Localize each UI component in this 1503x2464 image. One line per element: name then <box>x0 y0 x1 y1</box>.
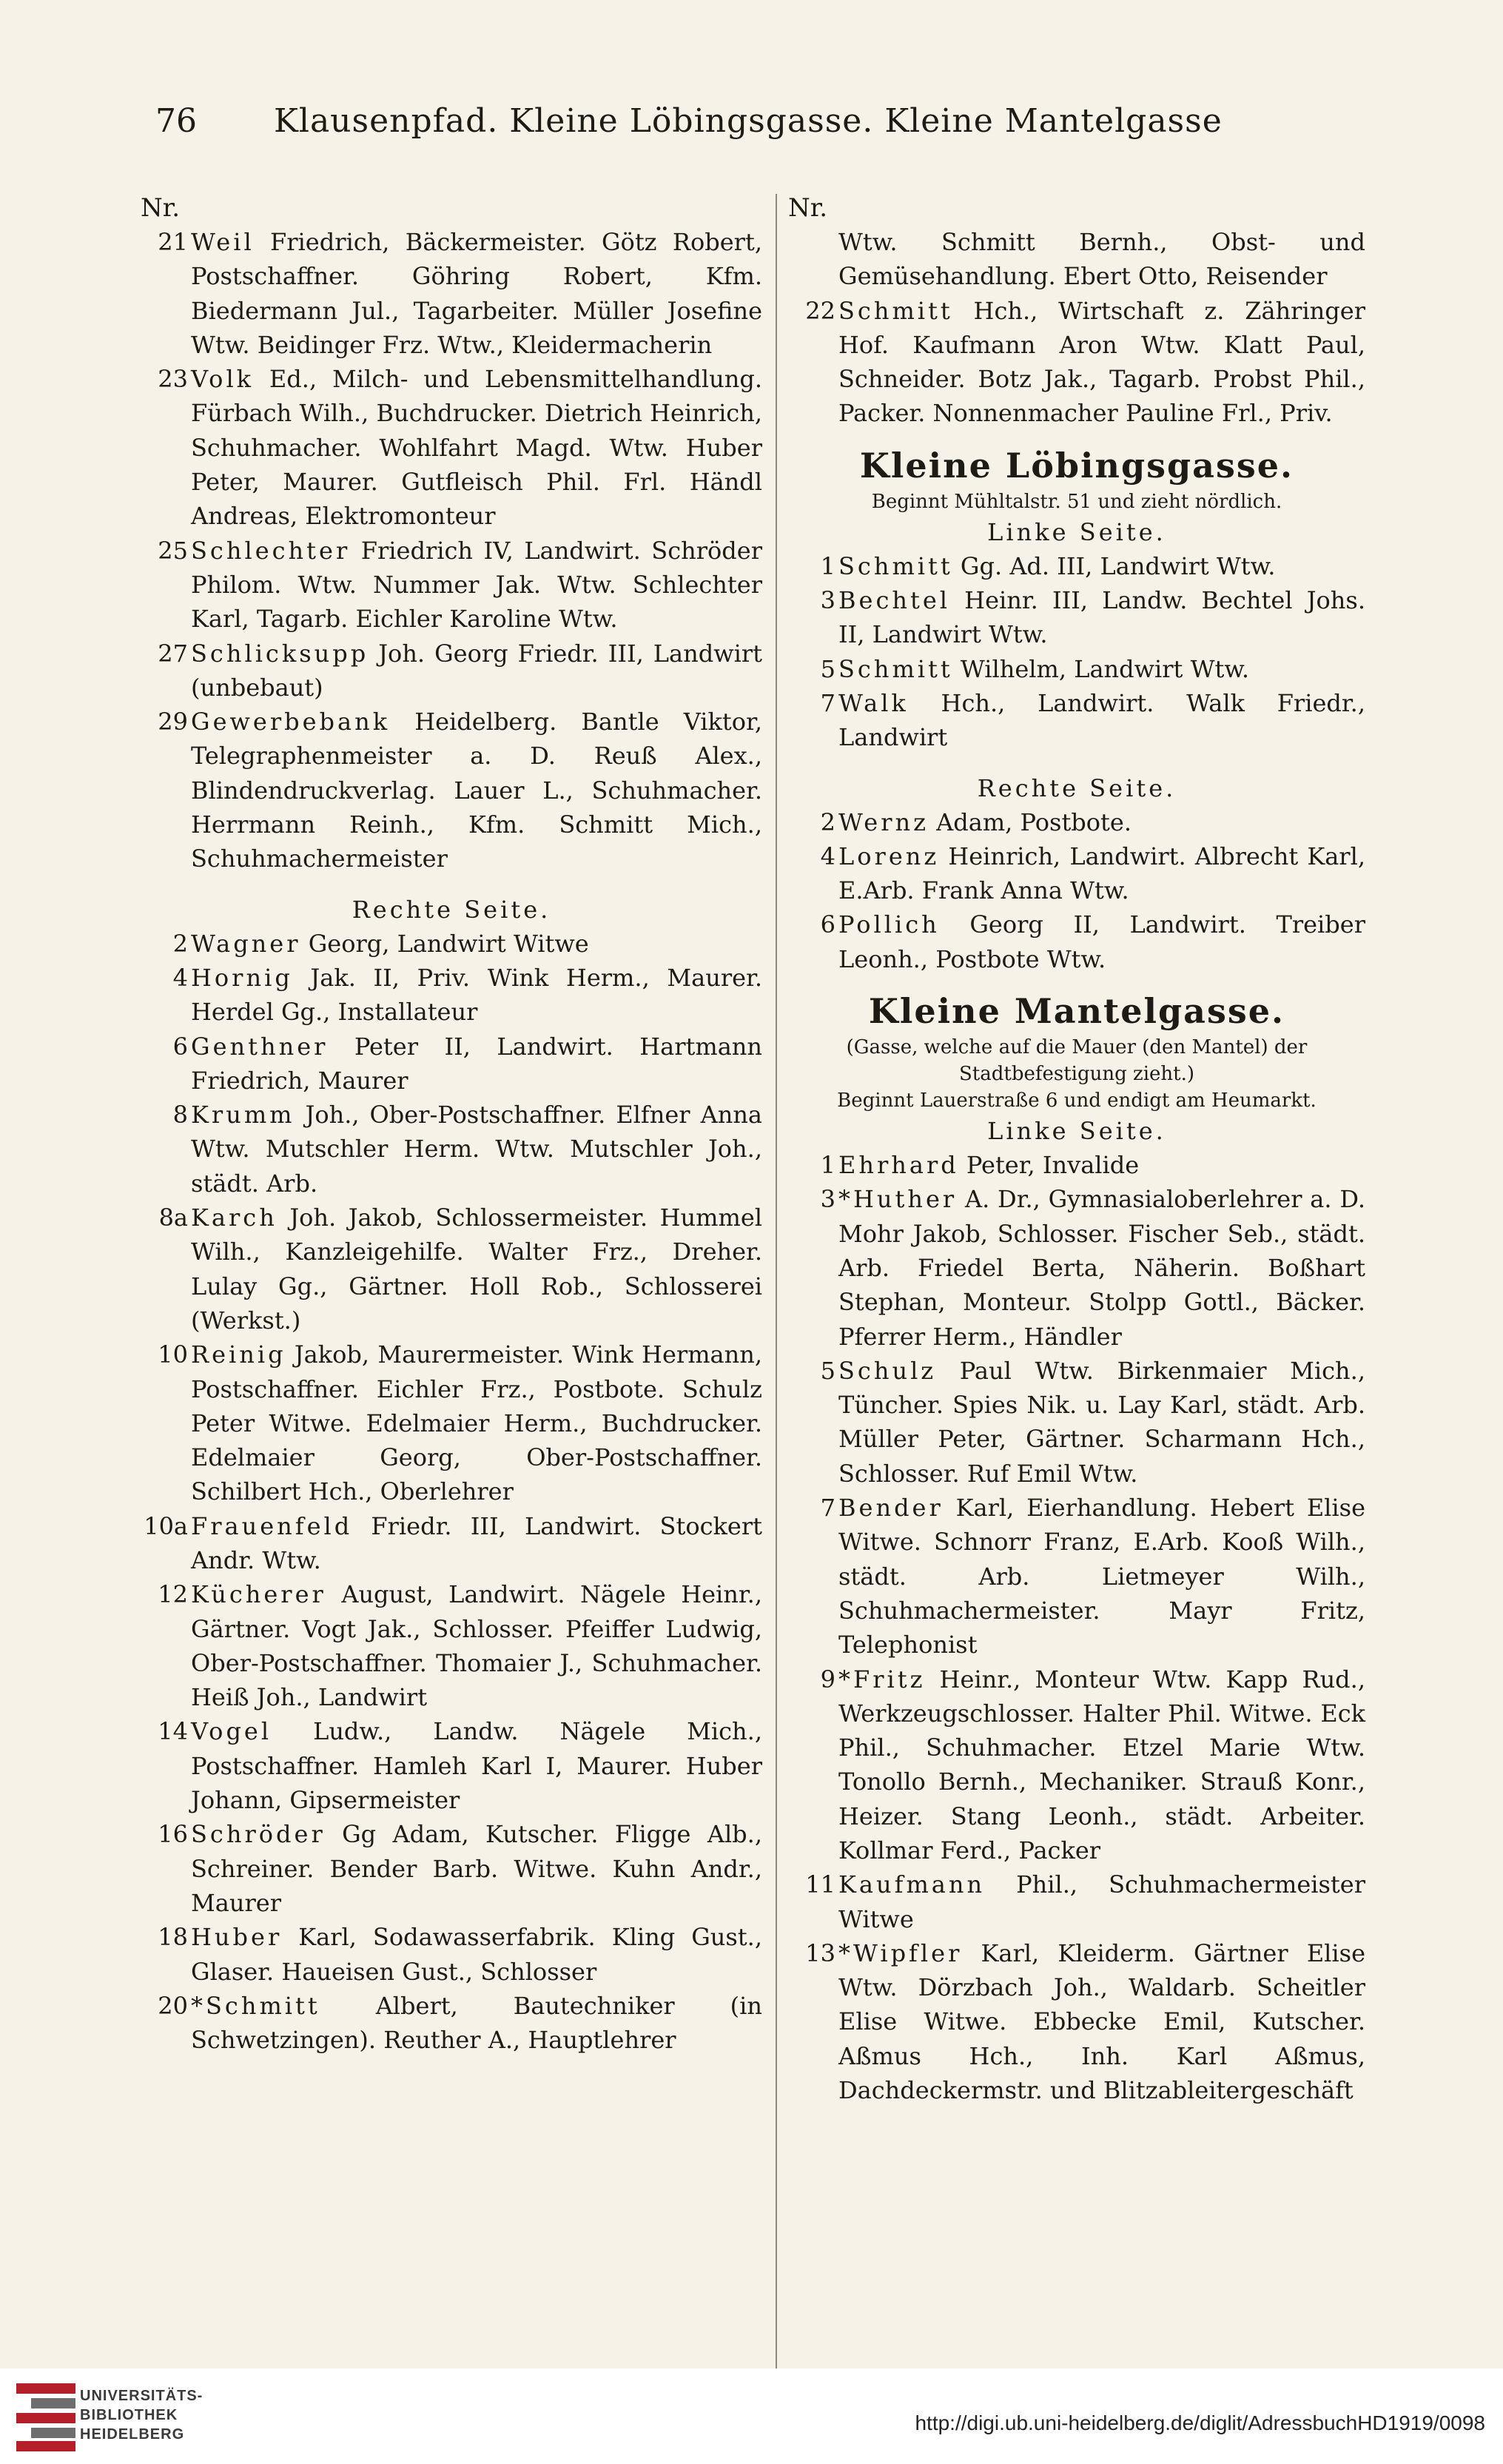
house-number: 8 <box>172 1101 188 1129</box>
address-entry <box>141 927 762 961</box>
library-name: UNIVERSITÄTS- BIBLIOTHEK HEIDELBERG <box>80 2388 204 2443</box>
address-entry <box>141 1509 762 1578</box>
resident-details: Peter II, Landwirt. Hartmann Friedrich, Maurer <box>191 1032 762 1095</box>
resident-name: Kücherer <box>191 1580 326 1609</box>
resident-details: Joh., Ober-Postschaffner. Elfner Anna Wtw. Mutschler Herm. Wtw. Mutschler Joh., städt. Arb. <box>191 1101 762 1198</box>
resident-name: Schlechter <box>191 536 351 565</box>
resident-name: Lorenz <box>838 842 940 870</box>
resident-name: *Schmitt <box>191 1991 320 2020</box>
left-entries <box>141 225 762 876</box>
resident-name: Wagner <box>191 929 301 958</box>
resident-details: Wilhelm, Landwirt Wtw. <box>952 654 1250 683</box>
continued-entry: Wtw. Schmitt Bernh., Obst- und Gemüsehandlung. Ebert Otto, Reisender <box>838 228 1365 291</box>
resident-name: *Fritz <box>838 1665 926 1693</box>
resident-name: Walk <box>838 688 909 717</box>
house-number: 7 <box>820 1494 835 1523</box>
address-entry <box>788 839 1365 908</box>
resident-name: Pollich <box>838 910 940 939</box>
resident-details: Hch., Landwirt. Walk Friedr., Landwirt <box>838 688 1365 752</box>
street2-left-entries <box>788 1148 1365 2107</box>
resident-details: Heinr. III, Landw. Bechtel Johs. II, Landwirt Wtw. <box>838 586 1365 649</box>
address-entry <box>788 907 1365 976</box>
resident-name: Ehrhard <box>838 1151 959 1180</box>
address-entry <box>141 1989 762 2058</box>
resident-details: Heinr., Monteur Wtw. Kapp Rud., Werkzeugschlosser. Halter Phil. Witwe. Eck Phil., Schuhmacher. Etzel Marie Wtw. Tonollo Bernh., Mechaniker. Strauß Konr., Heizer. Stang Leonh., städt. Arbeiter. Kollmar Ferd., Packer <box>838 1665 1365 1864</box>
resident-name: Weil <box>191 228 255 256</box>
street-heading: Kleine Mantelgasse. <box>868 991 1285 1032</box>
right-side-label: Rechte Seite. <box>352 895 551 924</box>
resident-name: Krumm <box>191 1101 295 1129</box>
resident-details: Ludw., Landw. Nägele Mich., Postschaffner. Hamleh Karl I, Maurer. Huber Johann, Gipsermeister <box>191 1717 762 1815</box>
resident-details: August, Landwirt. Nägele Heinr., Gärtner. Vogt Jak., Schlosser. Pfeiffer Ludwig, Ober-Postschaffner. Thomaier J., Schuhmacher. Heiß Joh., Landwirt <box>191 1580 762 1712</box>
address-entry <box>141 1714 762 1817</box>
house-number: 29 <box>158 708 188 736</box>
resident-details: Jak. II, Priv. Wink Herm., Maurer. Herdel Gg., Installateur <box>191 963 762 1027</box>
source-url-link[interactable]: http://digi.ub.uni-heidelberg.de/diglit/AdressbuchHD1919/0098 <box>915 2411 1485 2434</box>
column-divider <box>776 194 777 2370</box>
resident-details: Karl, Sodawasserfabrik. Kling Gust., Glaser. Haueisen Gust., Schlosser <box>191 1923 762 1986</box>
house-number: 11 <box>805 1870 835 1899</box>
address-entry <box>788 652 1365 686</box>
house-number: 10a <box>144 1511 188 1540</box>
address-entry <box>141 362 762 533</box>
house-number: 23 <box>158 365 188 394</box>
address-entry <box>141 961 762 1030</box>
house-number: 18 <box>158 1923 188 1952</box>
resident-details: Ed., Milch- und Lebensmittelhandlung. Fürbach Wilh., Buchdrucker. Dietrich Heinrich, Schuhmacher. Wohlfahrt Magd. Wtw. Huber Peter, Maurer. Gutfleisch Phil. Frl. Händl Andreas, Elektromonteur <box>191 365 762 531</box>
resident-name: Vogel <box>191 1717 272 1746</box>
resident-name: Schlicksupp <box>191 639 369 668</box>
address-entry <box>788 294 1365 431</box>
address-entry <box>788 1936 1365 2107</box>
resident-name: Schmitt <box>838 296 953 325</box>
address-entry <box>788 583 1365 652</box>
resident-details: Georg II, Landwirt. Treiber Leonh., Postbote Wtw. <box>838 910 1365 973</box>
address-entry <box>788 805 1365 839</box>
resident-details: Joh. Jakob, Schlossermeister. Hummel Wilh., Kanzleigehilfe. Walter Frz., Dreher. Lulay Gg., Gärtner. Holl Rob., Schlosserei (Werkst.) <box>191 1204 762 1335</box>
house-number: 2 <box>172 929 188 958</box>
resident-name: Kaufmann <box>838 1870 986 1899</box>
nr-label: Nr. <box>141 193 181 223</box>
address-entry <box>141 705 762 876</box>
house-number: 27 <box>158 639 188 668</box>
left-column <box>141 191 762 2057</box>
nr-label: Nr. <box>788 193 828 223</box>
street1-left-entries <box>788 549 1365 755</box>
address-entry <box>141 1337 762 1508</box>
house-number: 3 <box>820 1185 835 1214</box>
house-number: 21 <box>158 228 188 256</box>
resident-name: *Wipfler <box>838 1938 963 1967</box>
address-entry <box>788 549 1365 583</box>
resident-details: Joh. Georg Friedr. III, Landwirt (unbebaut) <box>191 639 762 702</box>
resident-details: Jakob, Maurermeister. Wink Hermann, Postschaffner. Eichler Frz., Postbote. Schulz Peter Witwe. Edelmaier Herm., Buchdrucker. Edelmaier Georg, Ober-Postschaffner. Schilbert Hch., Oberlehrer <box>191 1340 762 1506</box>
address-entry <box>141 637 762 705</box>
house-number: 1 <box>820 551 835 580</box>
address-entry <box>141 1201 762 1337</box>
address-entry <box>788 1354 1365 1491</box>
house-number: 5 <box>820 1356 835 1385</box>
address-entry <box>788 1867 1365 1936</box>
right-column <box>788 191 1365 2107</box>
resident-name: *Huther <box>838 1185 958 1214</box>
resident-details: Friedrich IV, Landwirt. Schröder Philom. Wtw. Nummer Jak. Wtw. Schlechter Karl, Tagarb. Eichler Karoline Wtw. <box>191 536 762 634</box>
resident-details: Heidelberg. Bantle Viktor, Telegraphenmeister a. D. Reuß Alex., Blindendruckverlag. Lauer L., Schuhmacher. Herrmann Reinh., Kfm. Schmitt Mich., Schuhmachermeister <box>191 708 762 873</box>
address-entry <box>788 1491 1365 1662</box>
address-entry <box>788 1182 1365 1353</box>
resident-name: Huber <box>191 1923 283 1952</box>
street-note: (Gasse, welche auf die Mauer (den Mantel) der Stadtbefestigung zieht.) <box>846 1036 1308 1086</box>
resident-name: Schmitt <box>838 551 953 580</box>
address-entry <box>141 225 762 362</box>
right-entries <box>788 294 1365 431</box>
street-note: Beginnt Lauerstraße 6 und endigt am Heumarkt. <box>837 1090 1317 1112</box>
resident-details: Georg, Landwirt Witwe <box>300 929 589 958</box>
resident-name: Genthner <box>191 1032 329 1061</box>
resident-details: Peter, Invalide <box>958 1151 1140 1180</box>
house-number: 1 <box>820 1151 835 1180</box>
resident-details: Friedr. III, Landwirt. Stockert Andr. Wtw. <box>191 1511 762 1574</box>
resident-details: Hch., Wirtschaft z. Zähringer Hof. Kaufmann Aron Wtw. Klatt Paul, Schneider. Botz Jak., Tagarb. Probst Phil., Packer. Nonnenmacher Pauline Frl., Priv. <box>838 296 1365 428</box>
resident-name: Hornig <box>191 963 293 992</box>
resident-name: Reinig <box>191 1340 286 1369</box>
address-entry <box>141 1577 762 1714</box>
left-side-label: Linke Seite. <box>987 517 1166 546</box>
library-logo-icon <box>16 2383 75 2451</box>
resident-name: Bender <box>838 1494 944 1523</box>
resident-details: Phil., Schuhmachermeister Witwe <box>838 1870 1365 1933</box>
resident-name: Gewerbebank <box>191 708 391 736</box>
house-number: 3 <box>820 586 835 615</box>
page-number: 76 <box>155 102 197 140</box>
house-number: 13 <box>805 1938 835 1967</box>
house-number: 4 <box>172 963 188 992</box>
resident-details: Albert, Bautechniker (in Schwetzingen). Reuther A., Hauptlehrer <box>191 1991 762 2055</box>
house-number: 2 <box>820 808 835 836</box>
house-number: 4 <box>820 842 835 870</box>
house-number: 14 <box>158 1717 188 1746</box>
address-entry <box>788 1662 1365 1868</box>
house-number: 20 <box>158 1991 188 2020</box>
house-number: 25 <box>158 536 188 565</box>
house-number: 16 <box>158 1820 188 1849</box>
address-entry <box>141 1030 762 1098</box>
house-number: 6 <box>820 910 835 939</box>
resident-details: Friedrich, Bäckermeister. Götz Robert, Postschaffner. Göhring Robert, Kfm. Biedermann Jul., Tagarbeiter. Müller Josefine Wtw. Beidinger Frz. Wtw., Kleidermacherin <box>191 228 762 359</box>
resident-name: Volk <box>191 365 255 394</box>
resident-name: Frauenfeld <box>191 1511 353 1540</box>
house-number: 6 <box>172 1032 188 1061</box>
resident-details: Gg. Ad. III, Landwirt Wtw. <box>952 551 1276 580</box>
left-side-label: Linke Seite. <box>987 1117 1166 1146</box>
street1-right-entries <box>788 805 1365 976</box>
left-entries-right-side <box>141 927 762 2058</box>
resident-details: Adam, Postbote. <box>928 808 1132 836</box>
resident-details: Paul Wtw. Birkenmaier Mich., Tüncher. Spies Nik. u. Lay Karl, städt. Arb. Müller Peter, Gärtner. Scharmann Hch., Schlosser. Ruf Emil Wtw. <box>838 1356 1365 1488</box>
house-number: 22 <box>805 296 835 325</box>
house-number: 10 <box>158 1340 188 1369</box>
address-entry <box>141 1920 762 1989</box>
resident-name: Schmitt <box>838 654 953 683</box>
right-side-label: Rechte Seite. <box>977 773 1177 802</box>
resident-details: Karl, Eierhandlung. Hebert Elise Witwe. Schnorr Franz, E.Arb. Kooß Wilh., städt. Arb. Lietmeyer Wilh., Schuhmachermeister. Mayr Fritz, Telephonist <box>838 1494 1365 1659</box>
resident-details: Heinrich, Landwirt. Albrecht Karl, E.Arb. Frank Anna Wtw. <box>838 842 1365 905</box>
resident-name: Karch <box>191 1204 278 1232</box>
house-number: 12 <box>158 1580 188 1609</box>
street-note: Beginnt Mühltalstr. 51 und zieht nördlich. <box>871 490 1282 513</box>
resident-name: Wernz <box>838 808 929 836</box>
viewer-footer <box>0 2369 1503 2464</box>
resident-details: Gg Adam, Kutscher. Fligge Alb., Schreiner. Bender Barb. Witwe. Kuhn Andr., Maurer <box>191 1820 762 1917</box>
resident-details: Karl, Kleiderm. Gärtner Elise Wtw. Dörzbach Joh., Waldarb. Scheitler Elise Witwe. Ebbecke Emil, Kutscher. Aßmus Hch., Inh. Karl Aßmus, Dachdeckermstr. und Blitzableitergeschäft <box>838 1938 1365 2105</box>
address-entry <box>141 534 762 637</box>
resident-details: A. Dr., Gymnasialoberlehrer a. D. Mohr Jakob, Schlosser. Fischer Seb., städt. Arb. Friedel Berta, Näherin. Boßhart Stephan, Monteur. Stolpp Gottl., Bäcker. Pferrer Herm., Händler <box>838 1185 1365 1351</box>
house-number: 5 <box>820 654 835 683</box>
address-entry <box>788 686 1365 755</box>
address-entry <box>788 1148 1365 1182</box>
page-title: Klausenpfad. Kleine Löbingsgasse. Kleine Mantelgasse <box>274 102 1223 140</box>
resident-name: Bechtel <box>838 586 951 615</box>
address-entry <box>141 1098 762 1201</box>
page-header <box>155 102 1223 140</box>
house-number: 8a <box>158 1204 188 1232</box>
house-number: 9 <box>820 1665 835 1693</box>
house-number: 7 <box>820 688 835 717</box>
resident-name: Schröder <box>191 1820 326 1849</box>
street-heading: Kleine Löbingsgasse. <box>859 445 1294 486</box>
resident-name: Schulz <box>838 1356 937 1385</box>
address-entry <box>141 1817 762 1920</box>
